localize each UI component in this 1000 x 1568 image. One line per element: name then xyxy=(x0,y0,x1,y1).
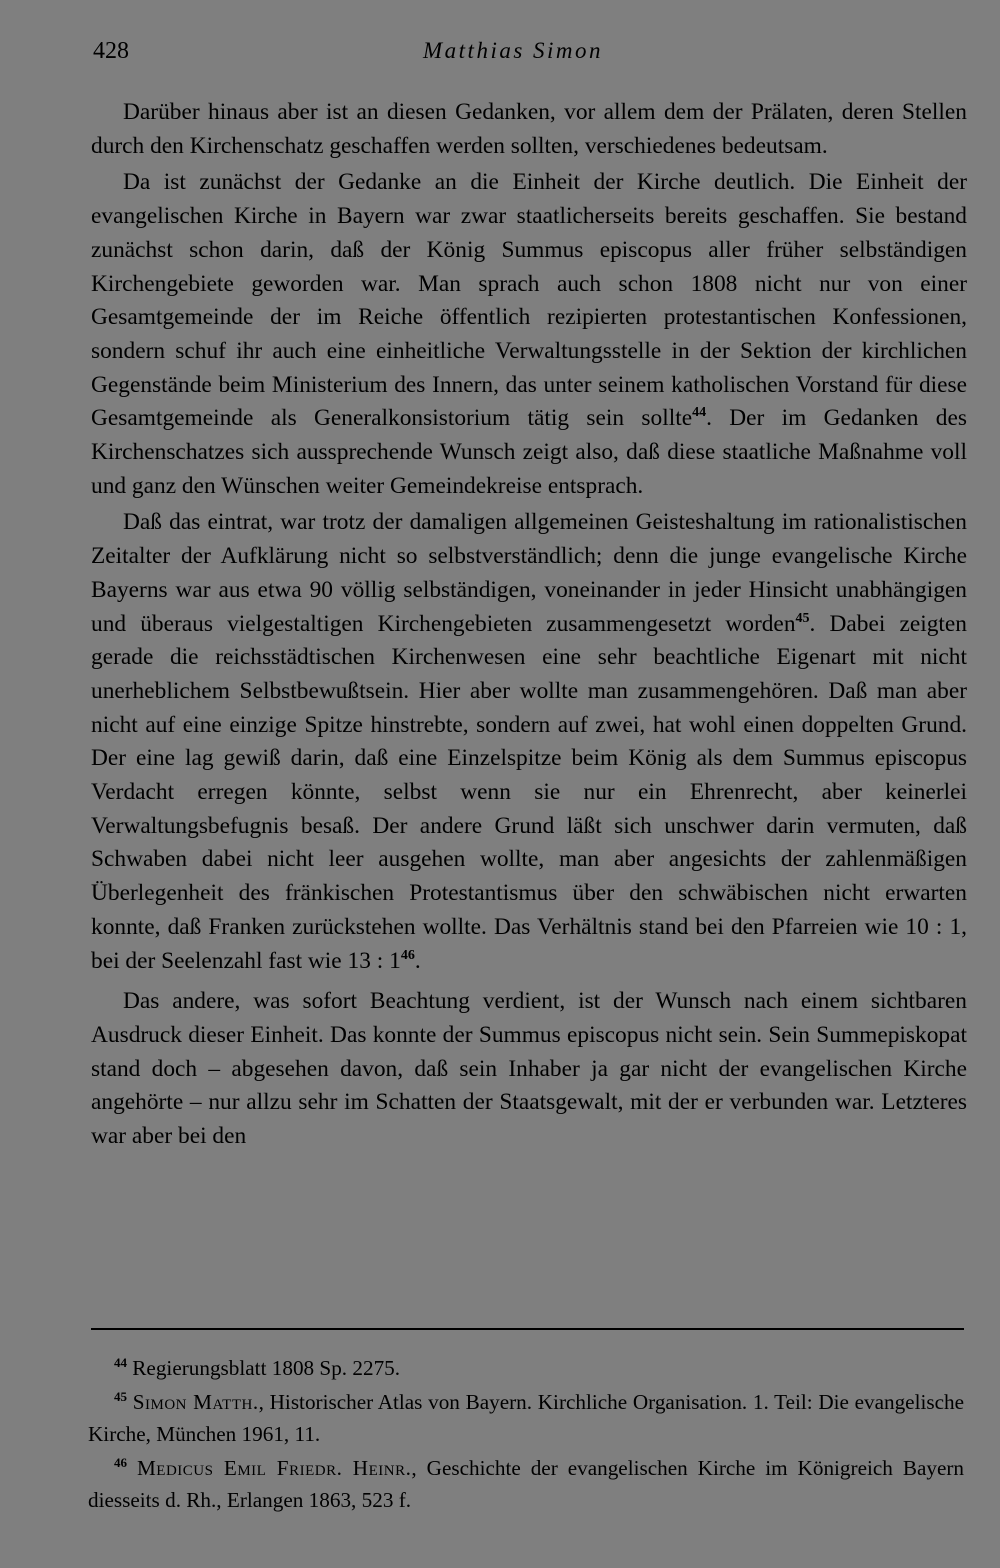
footnote-text: , Geschichte der evangelischen Kirche im Königreich Bayern diesseits d. Rh., Erlangen 1863, 523 f. xyxy=(88,1455,964,1512)
footnote-author: Medicus Emil Friedr. Heinr. xyxy=(136,1455,412,1480)
paragraph-3-text-c: . xyxy=(414,947,421,974)
paragraph-2-text-b: . Der im Gedanken des Kirchenschatzes sich aussprechende Wunsch zeigt also, daß diese staatliche Maßnahme voll und ganz den Wünschen weiter Gemeindekreise entsprach. xyxy=(91,405,967,499)
footnote-46 xyxy=(88,1452,964,1517)
footnote-45 xyxy=(88,1386,964,1451)
page-number: 428 xyxy=(93,38,129,64)
footnote-ref-46: 46 xyxy=(400,947,415,963)
footnote-ref-45: 45 xyxy=(795,610,810,626)
paragraph-1: Darüber hinaus aber ist an diesen Gedanken, vor allem dem der Prälaten, deren Stellen durch den Kirchenschatz geschaffen werden sollten, verschiedenes bedeutsam. xyxy=(91,99,967,159)
running-head: Matthias Simon xyxy=(423,38,604,63)
paragraph-3 xyxy=(91,506,967,978)
paragraph-3-text-b: . Dabei zeigten gerade die reichsstädtischen Kirchenwesen eine sehr beachtliche Eigenart mit nicht unerheblichem Selbstbewußtsein. Hier aber wollte man zusammengehören. Daß man aber nicht auf eine einzige Spitze hinstrebte, sondern auf zwei, hat wohl einen doppelten Grund. Der eine lag gewiß darin, daß eine Einzelspitze beim König als dem Summus episcopus Verdacht erregen könnte, selbst wenn sie nur ein Ehrenrecht, aber keinerlei Verwaltungsbefugnis besaß. Der andere Grund läßt sich unschwer darin vermuten, daß Schwaben dabei nicht leer ausgehen wollte, man aber angesichts der zahlenmäßigen Überlegenheit des fränkischen Protestantismus über den schwäbischen nicht erwarten konnte, daß Franken zurückstehen wollte. Das Verhältnis stand bei den Pfarreien wie 10 : 1, bei der Seelenzahl fast wie 13 : 1 xyxy=(91,610,967,974)
footnotes xyxy=(88,1352,964,1517)
paragraph-3-text-a: Daß das eintrat, war trotz der damaligen allgemeinen Geisteshaltung im rationalistischen Zeitalter der Aufklärung nicht so selbstverständlich; denn die junge evangelische Kirche Bayerns war aus etwa 90 völlig selbständigen, voneinander in jeder Hinsicht unabhängigen und überaus vielgestaltigen Kirchengebieten zusammengesetzt worden xyxy=(91,509,967,637)
page-header xyxy=(93,38,965,72)
footnote-number: 46 xyxy=(114,1454,127,1470)
footnote-divider xyxy=(91,1328,964,1330)
body-text xyxy=(91,96,967,1154)
footnote-44 xyxy=(88,1352,964,1385)
footnote-author: Simon Matth. xyxy=(132,1389,259,1414)
paragraph-2 xyxy=(91,166,967,503)
footnote-text: , Historischer Atlas von Bayern. Kirchliche Organisation. 1. Teil: Die evangelische Kirche, München 1961, 11. xyxy=(88,1389,965,1446)
paragraph-4: Das andere, was sofort Beachtung verdient, ist der Wunsch nach einem sichtbaren Ausdruck dieser Einheit. Das konnte der Summus episcopus nicht sein. Sein Summepiskopat stand doch – abgesehen davon, daß sein Inhaber ja gar nicht der evangelischen Kirche angehörte – nur allzu sehr im Schatten der Staatsgewalt, mit der er verbunden war. Letzteres war aber bei den xyxy=(91,988,967,1150)
paragraph-2-text-a: Da ist zunächst der Gedanke an die Einheit der Kirche deutlich. Die Einheit der evangelischen Kirche in Bayern war zwar staatlicherseits bereits geschaffen. Sie bestand zunächst schon darin, daß der König Summus episcopus aller früher selbständigen Kirchengebiete geworden war. Man sprach auch schon 1808 nicht nur von einer Gesamtgemeinde der im Reiche öffentlich rezipierten protestantischen Konfessionen, sondern schuf ihr auch eine einheitliche Verwaltungsstelle in der Sektion der kirchlichen Gegenstände beim Ministerium des Innern, das unter seinem katholischen Vorstand für diese Gesamtgemeinde als Generalkonsistorium tätig sein sollte xyxy=(91,169,967,432)
footnote-ref-44: 44 xyxy=(692,405,707,421)
footnote-number: 44 xyxy=(114,1355,127,1370)
footnote-number: 45 xyxy=(114,1388,127,1404)
footnote-text: Regierungsblatt 1808 Sp. 2275. xyxy=(132,1356,401,1380)
